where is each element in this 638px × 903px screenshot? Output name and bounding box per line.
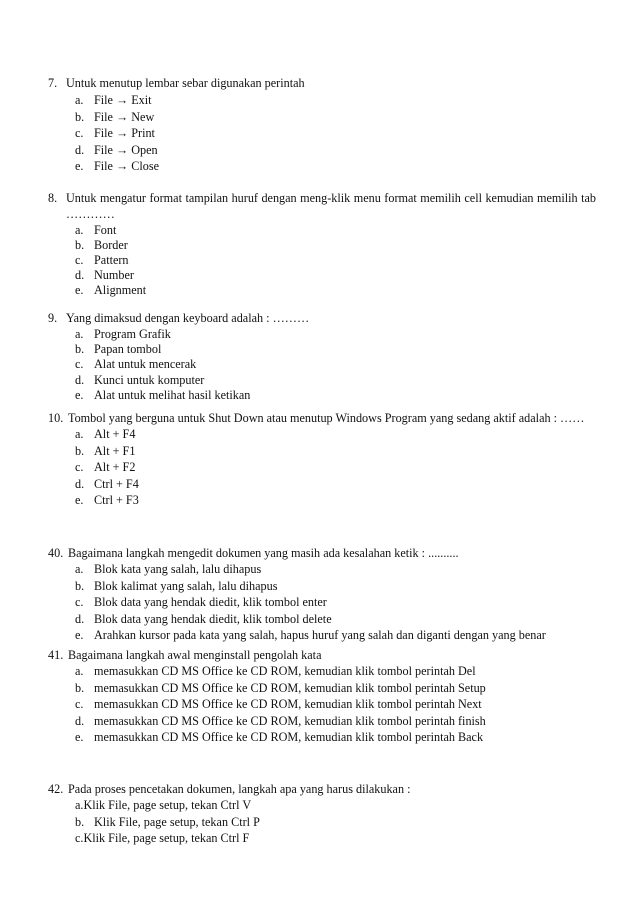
option-letter: a. bbox=[75, 223, 84, 237]
option-text: memasukkan CD MS Office ke CD ROM, kemudian klik tombol perintah Back bbox=[94, 730, 484, 745]
option-b bbox=[75, 341, 596, 356]
option-text: Alt + F2 bbox=[94, 460, 136, 475]
question-text: Tombol yang berguna untuk Shut Down atau menutup Windows Program yang sedang aktif adalah : …… bbox=[68, 411, 585, 425]
question-number: 8. bbox=[48, 191, 58, 205]
question-number: 10. bbox=[48, 411, 64, 425]
option-e bbox=[75, 729, 596, 746]
question-8 bbox=[48, 190, 596, 297]
option-a bbox=[75, 663, 596, 680]
option-list bbox=[48, 561, 596, 644]
question-10 bbox=[48, 410, 596, 509]
question-text: Yang dimaksud dengan keyboard adalah : ……… bbox=[66, 311, 310, 325]
option-letter: d. bbox=[75, 611, 85, 626]
option-letter: b. bbox=[75, 443, 85, 458]
option-letter: c. bbox=[75, 357, 84, 372]
option-text: Blok data yang hendak diedit, klik tombol delete bbox=[94, 611, 332, 626]
option-text: Border bbox=[94, 238, 128, 252]
option-c bbox=[75, 125, 596, 142]
option-text: Ctrl + F4 bbox=[94, 476, 139, 491]
option-text: File → Exit bbox=[94, 93, 152, 107]
option-b bbox=[75, 680, 596, 697]
option-text: Blok kata yang salah, lalu dihapus bbox=[94, 562, 262, 576]
option-text: File → New bbox=[94, 109, 155, 124]
option-letter: a. bbox=[75, 93, 84, 107]
option-letter: b. bbox=[75, 109, 85, 124]
option-letter: a. bbox=[75, 664, 84, 678]
option-letter: a. bbox=[75, 427, 84, 441]
question-41 bbox=[48, 647, 596, 746]
option-c bbox=[75, 356, 596, 371]
option-letter: e. bbox=[75, 283, 84, 297]
option-c: c.Klik File, page setup, tekan Ctrl F bbox=[75, 831, 250, 846]
option-letter: b. bbox=[75, 680, 85, 695]
option-letter: b. bbox=[75, 238, 85, 252]
option-a bbox=[75, 326, 596, 341]
option-letter: a. bbox=[75, 562, 84, 576]
option-text: memasukkan CD MS Office ke CD ROM, kemudian klik tombol perintah Del bbox=[94, 664, 476, 678]
option-list bbox=[48, 92, 596, 175]
option-text: Program Grafik bbox=[94, 327, 171, 341]
question-number: 41. bbox=[48, 648, 64, 662]
option-letter: d. bbox=[75, 268, 85, 282]
option-letter: d. bbox=[75, 142, 85, 157]
question-42 bbox=[48, 781, 596, 847]
option-c bbox=[75, 252, 596, 267]
option-b bbox=[75, 237, 596, 252]
option-text: Pattern bbox=[94, 253, 129, 267]
option-text: Blok data yang hendak diedit, klik tombol enter bbox=[94, 595, 327, 610]
option-text: Alt + F4 bbox=[94, 427, 136, 441]
option-letter: c. bbox=[75, 595, 84, 610]
option-letter: e. bbox=[75, 159, 84, 174]
option-c bbox=[75, 696, 596, 713]
option-letter: a. bbox=[75, 327, 84, 341]
option-e bbox=[75, 282, 596, 297]
option-text: Ctrl + F3 bbox=[94, 493, 139, 508]
option-list bbox=[48, 326, 596, 402]
option-a bbox=[75, 561, 596, 578]
option-a: a.Klik File, page setup, tekan Ctrl V bbox=[75, 798, 252, 812]
option-text: Alignment bbox=[94, 283, 147, 297]
option-text: Font bbox=[94, 223, 117, 237]
option-list bbox=[48, 797, 596, 847]
question-7 bbox=[48, 75, 596, 175]
option-text: memasukkan CD MS Office ke CD ROM, kemudian klik tombol perintah Setup bbox=[94, 680, 486, 695]
question-number: 7. bbox=[48, 76, 58, 90]
question-9 bbox=[48, 310, 596, 402]
option-text: File → Print bbox=[94, 126, 155, 141]
question-text: Bagaimana langkah awal menginstall pengolah kata bbox=[68, 648, 322, 662]
option-letter: b. bbox=[75, 578, 85, 593]
option-e bbox=[75, 387, 596, 402]
option-text: Number bbox=[94, 268, 134, 282]
option-text: Arahkan kursor pada kata yang salah, hapus huruf yang salah dan diganti dengan yang benar bbox=[94, 628, 546, 643]
option-text: Blok kalimat yang salah, lalu dihapus bbox=[94, 578, 278, 593]
option-text: Alat untuk mencerak bbox=[94, 357, 197, 372]
option-letter: c. bbox=[75, 253, 84, 267]
option-a bbox=[75, 92, 596, 109]
question-number: 40. bbox=[48, 546, 64, 560]
option-d bbox=[75, 611, 596, 628]
option-letter: d. bbox=[75, 713, 85, 728]
option-d bbox=[75, 713, 596, 730]
option-text: File → Open bbox=[94, 142, 158, 157]
option-b bbox=[75, 109, 596, 126]
option-letter: c. bbox=[75, 126, 84, 141]
option-letter: e. bbox=[75, 387, 84, 402]
option-list bbox=[48, 222, 596, 297]
question-text: Untuk menutup lembar sebar digunakan perintah bbox=[66, 76, 305, 90]
question-number: 42. bbox=[48, 782, 64, 796]
option-text: memasukkan CD MS Office ke CD ROM, kemudian klik tombol perintah finish bbox=[94, 713, 486, 728]
option-text: memasukkan CD MS Office ke CD ROM, kemudian klik tombol perintah Next bbox=[94, 697, 482, 712]
option-a bbox=[75, 222, 596, 237]
option-a bbox=[75, 426, 596, 443]
option-text: Alat untuk melihat hasil ketikan bbox=[94, 387, 251, 402]
question-40 bbox=[48, 545, 596, 644]
option-e bbox=[75, 492, 596, 509]
option-letter: b. bbox=[75, 342, 85, 357]
option-list bbox=[48, 426, 596, 509]
option-d bbox=[75, 372, 596, 387]
question-text: Untuk mengatur format tampilan huruf dengan meng-klik menu format memilih cell kemudian memilih tab ………… bbox=[66, 191, 596, 221]
option-d bbox=[75, 476, 596, 493]
option-c bbox=[75, 594, 596, 611]
option-letter: d. bbox=[75, 476, 85, 491]
question-number: 9. bbox=[48, 311, 58, 325]
option-text: Klik File, page setup, tekan Ctrl P bbox=[94, 814, 260, 829]
option-text: Kunci untuk komputer bbox=[94, 372, 205, 387]
option-e bbox=[75, 627, 596, 644]
option-text: Alt + F1 bbox=[94, 443, 136, 458]
option-letter: e. bbox=[75, 628, 84, 643]
option-letter: b. bbox=[75, 814, 85, 829]
option-letter: e. bbox=[75, 730, 84, 745]
question-text: Bagaimana langkah mengedit dokumen yang masih ada kesalahan ketik : .......... bbox=[68, 546, 459, 560]
option-letter: c. bbox=[75, 460, 84, 475]
option-b bbox=[75, 578, 596, 595]
option-letter: e. bbox=[75, 493, 84, 508]
option-d bbox=[75, 142, 596, 159]
question-text: Pada proses pencetakan dokumen, langkah apa yang harus dilakukan : bbox=[68, 782, 411, 796]
option-b bbox=[75, 814, 596, 831]
option-text: Papan tombol bbox=[94, 342, 162, 357]
option-text: File → Close bbox=[94, 159, 160, 174]
option-e bbox=[75, 158, 596, 175]
option-letter: d. bbox=[75, 372, 85, 387]
option-d bbox=[75, 267, 596, 282]
option-letter: c. bbox=[75, 697, 84, 712]
option-c bbox=[75, 459, 596, 476]
option-list bbox=[48, 663, 596, 746]
option-b bbox=[75, 443, 596, 460]
